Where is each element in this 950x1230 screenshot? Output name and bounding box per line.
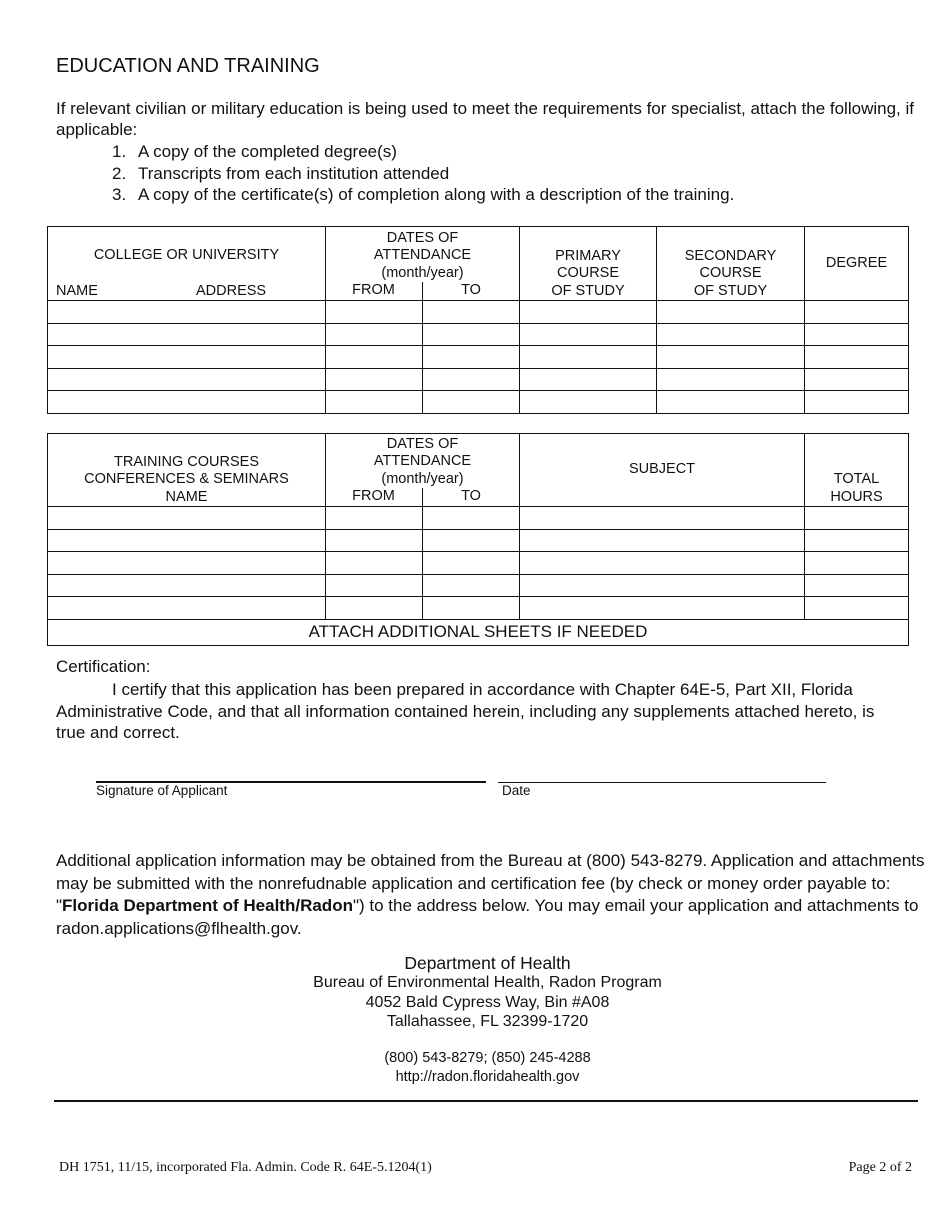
training-table [47,433,909,646]
degree-header: DEGREE [805,227,909,301]
address-phones: (800) 543-8279; (850) 245-4288 [384,1050,591,1066]
section-title: EDUCATION AND TRAINING [56,55,320,77]
secondary-course-header: SECONDARY COURSE OF STUDY [657,227,805,301]
address-department: Department of Health [404,953,571,973]
list-item: 3. A copy of the certificate(s) of completion along with a description of the training. [112,185,735,204]
address-header: ADDRESS [196,282,267,299]
page-number: Page 2 of 2 [848,1160,912,1175]
from-header: FROM [325,488,423,506]
table-row [48,301,909,324]
requirements-list [112,141,734,206]
certification-text: I certify that this application has been prepared in accordance with Chapter 64E-5, Part XII, Florida Administrative Code, and that all information contained herein, including any supplements attached hereto, is true and correct. [56,680,875,742]
table-row [48,574,909,597]
table-row [48,552,909,575]
subject-header: SUBJECT [520,434,805,507]
divider [54,1100,918,1102]
table-row [48,323,909,346]
address-city: Tallahassee, FL 32399-1720 [386,1013,589,1030]
name-header: NAME [56,282,98,299]
additional-info: Additional application information may be obtained from the Bureau at (800) 543-8279. Application and attachments may be submitted with the nonrefudnable application and certification fee (by check or money order payable to: "Florida Department of Health/Radon") to the address below. You may email your application and attachments to radon.applications@flhealth.gov. [56,851,925,938]
form-id: DH 1751, 11/15, incorporated Fla. Admin. Code R. 64E-5.1204(1) [59,1160,432,1175]
to-header: TO [461,282,481,298]
address-website: http://radon.floridahealth.gov [395,1069,580,1085]
certification-label: Certification: [56,657,151,676]
table-row [48,597,909,620]
list-item: 1. A copy of the completed degree(s) [112,142,397,161]
address-street: 4052 Bald Cypress Way, Bin #A08 [365,994,610,1011]
table-row [48,346,909,369]
signature-label: Signature of Applicant [96,783,228,798]
table-row [48,368,909,391]
to-header: TO [461,488,481,504]
table-row [48,507,909,530]
dates-header-cell: DATES OF ATTENDANCE (month/year) FROM TO [326,434,520,507]
primary-course-header: PRIMARY COURSE OF STUDY [520,227,657,301]
attach-note: ATTACH ADDITIONAL SHEETS IF NEEDED [48,619,909,645]
list-item: 2. Transcripts from each institution attended [112,163,450,183]
courses-header-cell: TRAINING COURSES CONFERENCES & SEMINARS NAME [48,434,326,507]
from-header: FROM [325,282,423,300]
intro-paragraph: If relevant civilian or military education is being used to meet the requirements for specialist, attach the following, if applicable: [56,99,914,139]
date-line[interactable] [498,782,826,783]
date-label: Date [502,783,531,798]
total-hours-header: TOTAL HOURS [805,434,909,507]
table-row [48,529,909,552]
college-header-cell: COLLEGE OR UNIVERSITY NAME ADDRESS [48,227,326,301]
address-bureau: Bureau of Environmental Health, Radon Program [313,974,662,991]
college-table [47,226,909,414]
payee-name: Florida Department of Health/Radon [62,896,353,915]
dates-header-cell: DATES OF ATTENDANCE (month/year) FROM TO [326,227,520,301]
table-row [48,391,909,414]
